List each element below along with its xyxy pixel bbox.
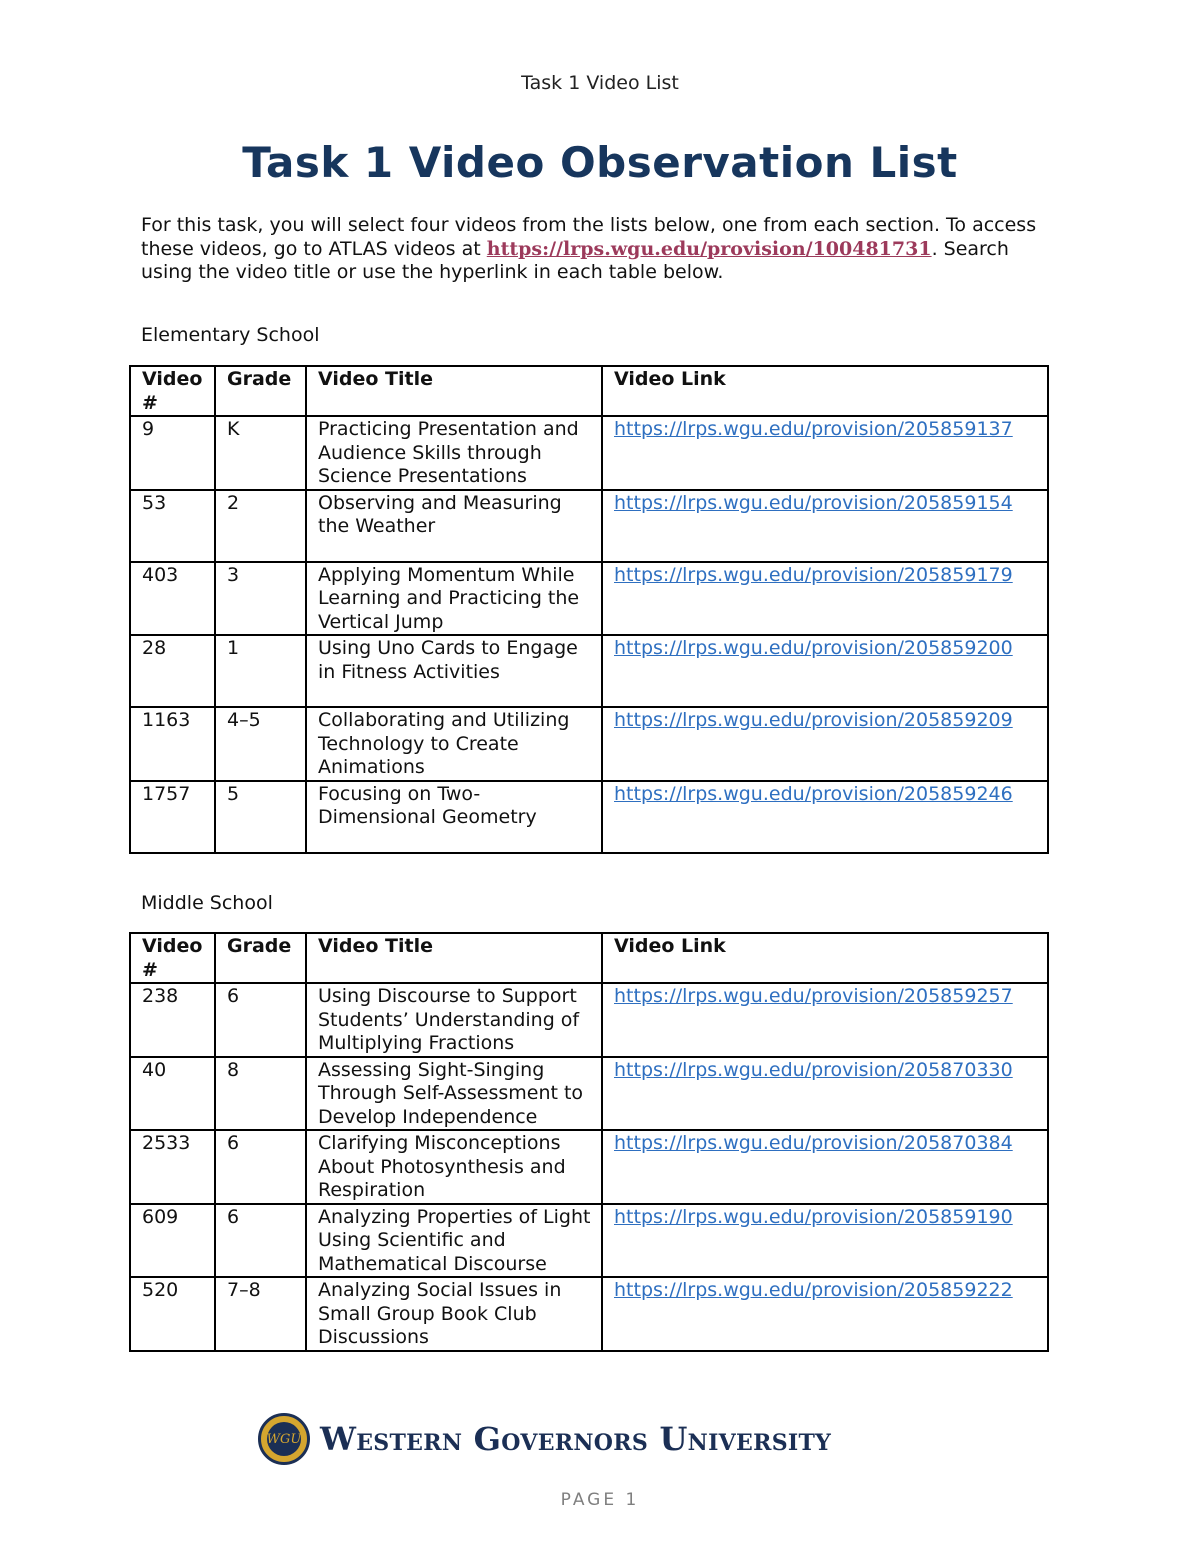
video-number: 1757 xyxy=(130,781,215,853)
column-header-video-num: Video # xyxy=(130,366,215,416)
video-link[interactable]: https://lrps.wgu.edu/provision/205859257 xyxy=(614,985,1013,1007)
video-link[interactable]: https://lrps.wgu.edu/provision/205859137 xyxy=(614,418,1013,440)
intro-text-after: . Search using the video title or use the hyperlink in each table below. xyxy=(141,237,1009,283)
table-header-row xyxy=(130,366,1048,416)
video-link[interactable]: https://lrps.wgu.edu/provision/205859222 xyxy=(614,1279,1013,1301)
video-number: 40 xyxy=(130,1057,215,1131)
video-title: Applying Momentum While Learning and Practicing the Vertical Jump xyxy=(306,562,602,636)
table-row xyxy=(130,707,1048,781)
video-title: Clarifying Misconceptions About Photosynthesis and Respiration xyxy=(306,1130,602,1204)
table-row xyxy=(130,490,1048,562)
video-link[interactable]: https://lrps.wgu.edu/provision/205859246 xyxy=(614,782,1013,805)
video-number: 1163 xyxy=(130,707,215,781)
table-row xyxy=(130,781,1048,853)
video-title: Focusing on Two-Dimensional Geometry xyxy=(306,781,602,853)
video-number: 53 xyxy=(130,490,215,562)
page-number: PAGE 1 xyxy=(560,1490,640,1510)
video-title: Using Discourse to Support Students’ Understanding of Multiplying Fractions xyxy=(306,983,602,1057)
logo-wordmark: Western Governors University xyxy=(320,1420,832,1458)
video-number: 9 xyxy=(130,416,215,490)
table-row xyxy=(130,1130,1048,1204)
column-header-video-title: Video Title xyxy=(306,366,602,416)
video-number: 2533 xyxy=(130,1130,215,1204)
video-grade: 3 xyxy=(215,562,306,636)
video-grade: 2 xyxy=(215,490,306,562)
video-link[interactable]: https://lrps.wgu.edu/provision/205859154 xyxy=(614,491,1013,514)
video-title: Using Uno Cards to Engage in Fitness Activities xyxy=(306,635,602,707)
wgu-seal-icon: WGU xyxy=(258,1413,310,1465)
video-grade: 7–8 xyxy=(215,1277,306,1351)
video-title: Practicing Presentation and Audience Skills through Science Presentations xyxy=(306,416,602,490)
video-number: 609 xyxy=(130,1204,215,1278)
video-number: 238 xyxy=(130,983,215,1057)
video-link[interactable]: https://lrps.wgu.edu/provision/205859179 xyxy=(614,563,1013,586)
video-link[interactable]: https://lrps.wgu.edu/provision/205859200 xyxy=(614,637,1013,659)
elementary-section-label: Elementary School xyxy=(141,324,320,346)
table-row xyxy=(130,1277,1048,1351)
table-header-row xyxy=(130,933,1048,983)
video-number: 520 xyxy=(130,1277,215,1351)
middle-section-label: Middle School xyxy=(141,892,273,914)
table-row xyxy=(130,983,1048,1057)
column-header-grade: Grade xyxy=(215,933,306,983)
table-row xyxy=(130,1057,1048,1131)
video-grade: 1 xyxy=(215,635,306,707)
table-row xyxy=(130,1204,1048,1278)
video-grade: 6 xyxy=(215,1204,306,1278)
elementary-video-table xyxy=(129,365,1049,854)
intro-paragraph xyxy=(141,214,1061,285)
column-header-video-link: Video Link xyxy=(602,933,1048,983)
table-row xyxy=(130,562,1048,636)
video-grade: 6 xyxy=(215,983,306,1057)
wgu-logo xyxy=(258,1411,918,1467)
video-link[interactable]: https://lrps.wgu.edu/provision/205870384 xyxy=(614,1132,1013,1154)
atlas-link[interactable]: https://lrps.wgu.edu/provision/100481731 xyxy=(486,237,932,260)
video-grade: 5 xyxy=(215,781,306,853)
column-header-video-link: Video Link xyxy=(602,366,1048,416)
video-title: Analyzing Properties of Light Using Scientific and Mathematical Discourse xyxy=(306,1204,602,1278)
video-grade: 8 xyxy=(215,1057,306,1131)
video-title: Observing and Measuring the Weather xyxy=(306,490,602,562)
middle-video-table xyxy=(129,932,1049,1352)
intro-text-before: For this task, you will select four videos from the lists below, one from each section. To access these videos, go to ATLAS videos at xyxy=(141,214,1037,260)
video-grade: 6 xyxy=(215,1130,306,1204)
column-header-grade: Grade xyxy=(215,366,306,416)
video-link[interactable]: https://lrps.wgu.edu/provision/205859190 xyxy=(614,1205,1013,1228)
video-title: Analyzing Social Issues in Small Group Book Club Discussions xyxy=(306,1277,602,1351)
video-number: 403 xyxy=(130,562,215,636)
video-title: Collaborating and Utilizing Technology to Create Animations xyxy=(306,707,602,781)
video-link[interactable]: https://lrps.wgu.edu/provision/205859209 xyxy=(614,709,1013,731)
video-link[interactable]: https://lrps.wgu.edu/provision/205870330 xyxy=(614,1058,1013,1081)
table-row xyxy=(130,635,1048,707)
running-header: Task 1 Video List xyxy=(521,72,679,94)
video-title: Assessing Sight-Singing Through Self-Assessment to Develop Independence xyxy=(306,1057,602,1131)
video-number: 28 xyxy=(130,635,215,707)
page-title: Task 1 Video Observation List xyxy=(242,138,958,187)
video-grade: 4–5 xyxy=(215,707,306,781)
column-header-video-title: Video Title xyxy=(306,933,602,983)
video-grade: K xyxy=(215,416,306,490)
column-header-video-num: Video # xyxy=(130,933,215,983)
table-row xyxy=(130,416,1048,490)
